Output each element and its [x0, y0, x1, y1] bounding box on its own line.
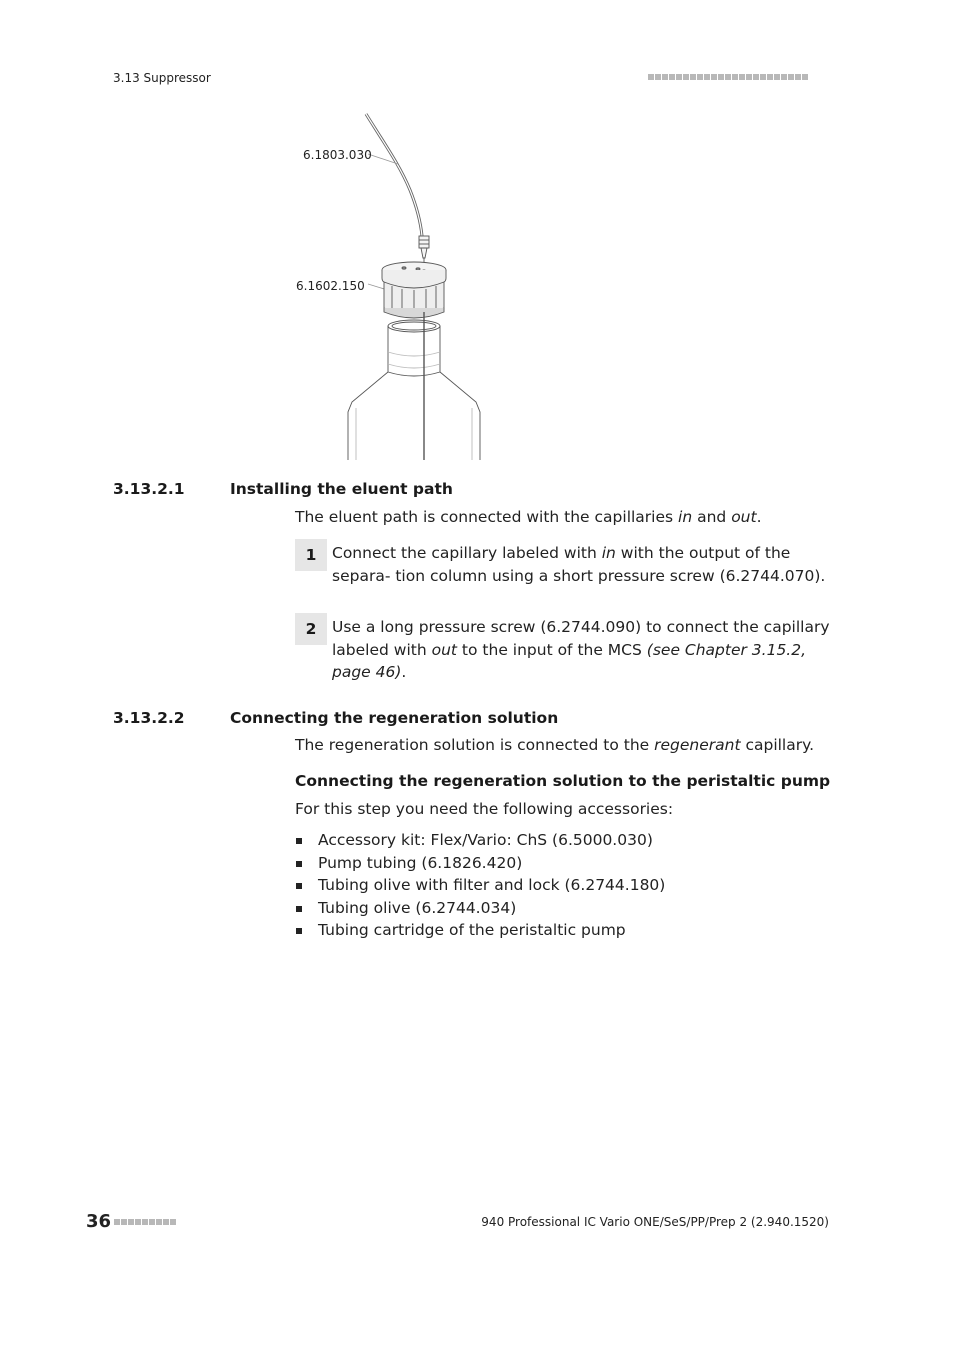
header-decoration — [648, 74, 808, 80]
section-number: 3.13.2.2 — [113, 709, 185, 727]
footer-decoration — [114, 1219, 176, 1225]
regeneration-intro: The regeneration solution is connected to the regenerant capillary. — [295, 736, 814, 754]
section-number: 3.13.2.1 — [113, 480, 185, 498]
accessories-list — [295, 829, 665, 942]
chapter-reference-link[interactable]: (see Chapter 3.15.2, page 46) — [332, 640, 807, 681]
step-text: Use a long pressure screw (6.2744.090) to connect the capillary labeled with out to the input of the MCS (see Chapter 3.15.2, page 46). — [332, 618, 830, 681]
subheading-peristaltic-pump: Connecting the regeneration solution to the peristaltic pump — [295, 772, 831, 790]
list-item: Pump tubing (6.1826.420) — [295, 852, 665, 875]
section-title: Installing the eluent path — [230, 480, 453, 498]
step-number: 1 — [295, 539, 327, 571]
list-item: Tubing olive (6.2744.034) — [295, 897, 665, 920]
step-text: Connect the capillary labeled with in with the output of the separa- tion column using a short pressure screw (6.2744.070). — [332, 544, 826, 585]
step-number: 2 — [295, 613, 327, 645]
cap-label: 6.1602.150 — [296, 279, 365, 293]
list-item: Tubing olive with filter and lock (6.2744.180) — [295, 874, 665, 897]
page-number: 36 — [86, 1211, 112, 1232]
bottle-cap-figure — [290, 108, 530, 463]
section-title: Connecting the regeneration solution — [230, 709, 559, 727]
list-item: Tubing cartridge of the peristaltic pump — [295, 919, 665, 942]
eluent-intro: The eluent path is connected with the capillaries in and out. — [295, 508, 762, 526]
step-2 — [295, 613, 830, 685]
accessories-intro: For this step you need the following accessories: — [295, 800, 674, 818]
section-heading-regeneration — [113, 709, 833, 729]
step-1 — [295, 539, 830, 589]
footer-document-title: 940 Professional IC Vario ONE/SeS/PP/Prep 2 (2.940.1520) — [481, 1215, 829, 1229]
capillary-label: 6.1803.030 — [303, 148, 372, 162]
section-heading-eluent — [113, 480, 833, 500]
header-section-title: 3.13 Suppressor — [113, 71, 211, 85]
list-item: Accessory kit: Flex/Vario: ChS (6.5000.030) — [295, 829, 665, 852]
